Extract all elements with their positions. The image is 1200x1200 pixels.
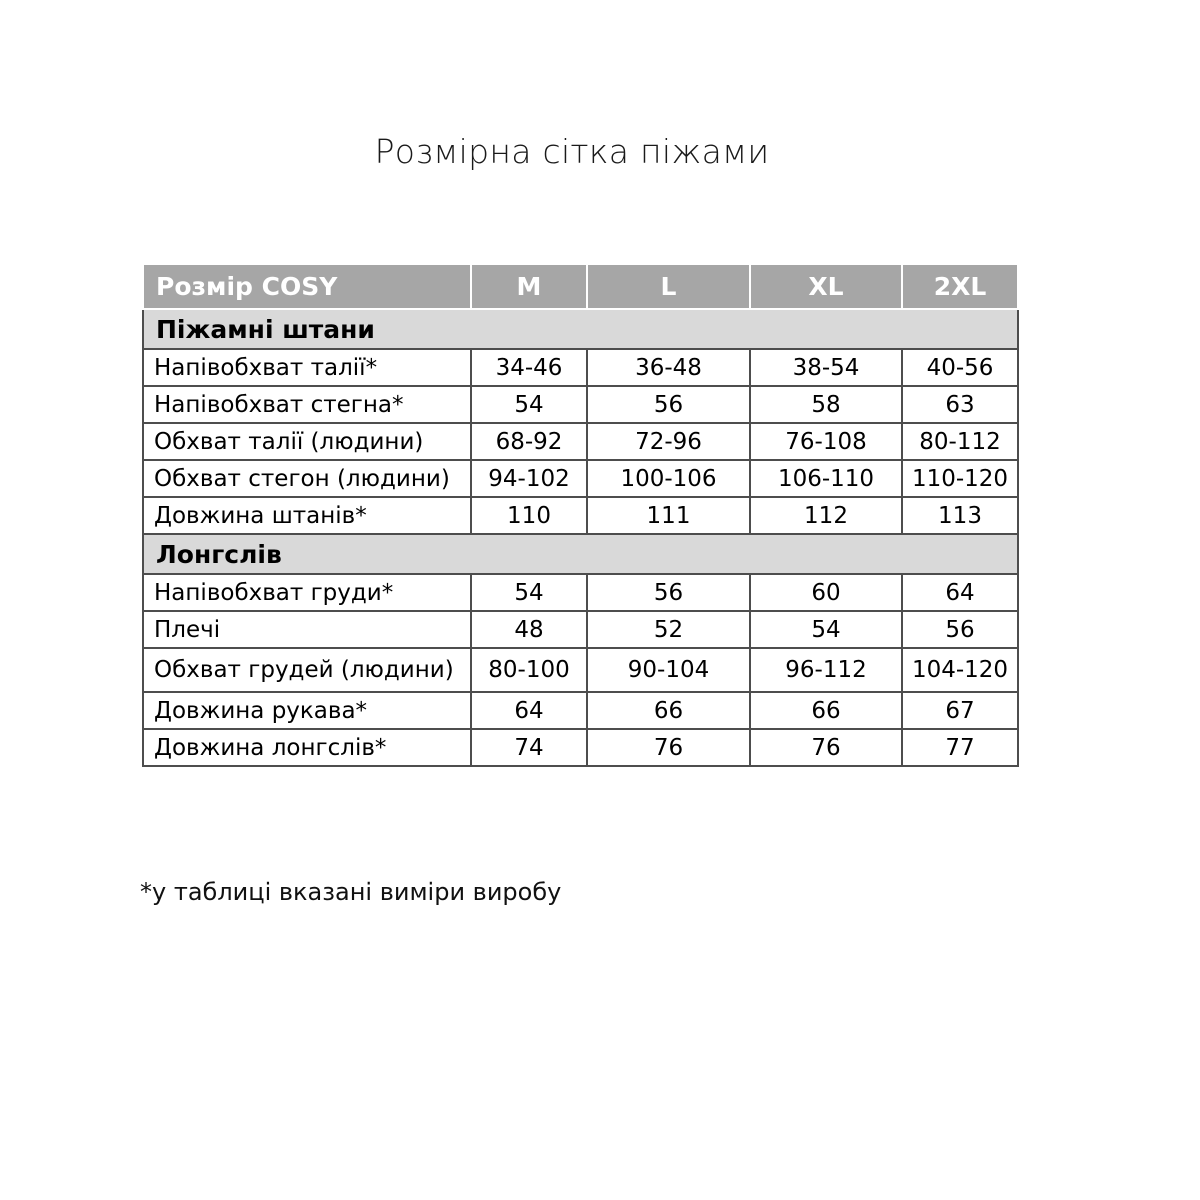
row-label: Обхват талії (людини) — [143, 423, 471, 460]
table-row — [143, 611, 1018, 648]
table-cell: 80-100 — [471, 648, 587, 692]
page-title: Розмірна сітка піжами — [374, 132, 770, 171]
table-row — [143, 692, 1018, 729]
table-cell: 64 — [471, 692, 587, 729]
row-label: Обхват стегон (людини) — [143, 460, 471, 497]
table-cell: 100-106 — [587, 460, 750, 497]
table-cell: 36-48 — [587, 349, 750, 386]
row-label: Напівобхват талії* — [143, 349, 471, 386]
table-row — [143, 460, 1018, 497]
table-cell: 54 — [471, 574, 587, 611]
header-cell-m: M — [471, 264, 587, 309]
table-row — [143, 729, 1018, 766]
table-cell: 96-112 — [750, 648, 902, 692]
header-cell-xl: XL — [750, 264, 902, 309]
table-cell: 74 — [471, 729, 587, 766]
table-cell: 94-102 — [471, 460, 587, 497]
row-label: Напівобхват стегна* — [143, 386, 471, 423]
table-cell: 77 — [902, 729, 1018, 766]
table-cell: 56 — [587, 574, 750, 611]
table-cell: 111 — [587, 497, 750, 534]
table-row — [143, 386, 1018, 423]
table-cell: 34-46 — [471, 349, 587, 386]
header-cell-size: Розмір COSY — [143, 264, 471, 309]
table-cell: 76-108 — [750, 423, 902, 460]
header-row — [143, 264, 1018, 309]
size-chart-table — [142, 263, 1019, 767]
table-row — [143, 349, 1018, 386]
table-cell: 64 — [902, 574, 1018, 611]
row-label: Обхват грудей (людини) — [143, 648, 471, 692]
row-label: Довжина рукава* — [143, 692, 471, 729]
row-label: Плечі — [143, 611, 471, 648]
table-row — [143, 648, 1018, 692]
section-row-longsleeve — [143, 534, 1018, 574]
section-title: Лонгслів — [143, 534, 1018, 574]
table-cell: 48 — [471, 611, 587, 648]
table-cell: 66 — [587, 692, 750, 729]
table-cell: 38-54 — [750, 349, 902, 386]
table-cell: 54 — [750, 611, 902, 648]
table-row — [143, 423, 1018, 460]
section-title: Піжамні штани — [143, 309, 1018, 349]
table-cell: 80-112 — [902, 423, 1018, 460]
table-cell: 76 — [587, 729, 750, 766]
section-row-pants — [143, 309, 1018, 349]
table-cell: 56 — [902, 611, 1018, 648]
table-cell: 110 — [471, 497, 587, 534]
header-cell-2xl: 2XL — [902, 264, 1018, 309]
table-cell: 40-56 — [902, 349, 1018, 386]
table-row — [143, 574, 1018, 611]
table-cell: 90-104 — [587, 648, 750, 692]
table-cell: 66 — [750, 692, 902, 729]
table-cell: 60 — [750, 574, 902, 611]
table-cell: 112 — [750, 497, 902, 534]
table-row — [143, 497, 1018, 534]
row-label: Довжина лонгслів* — [143, 729, 471, 766]
table-cell: 58 — [750, 386, 902, 423]
footnote: *у таблиці вказані виміри виробу — [140, 878, 562, 906]
table-cell: 52 — [587, 611, 750, 648]
table-cell: 68-92 — [471, 423, 587, 460]
table-cell: 76 — [750, 729, 902, 766]
header-cell-l: L — [587, 264, 750, 309]
row-label: Довжина штанів* — [143, 497, 471, 534]
table-cell: 104-120 — [902, 648, 1018, 692]
table-cell: 113 — [902, 497, 1018, 534]
table-cell: 54 — [471, 386, 587, 423]
table-cell: 110-120 — [902, 460, 1018, 497]
table-cell: 63 — [902, 386, 1018, 423]
table-cell: 72-96 — [587, 423, 750, 460]
table-cell: 67 — [902, 692, 1018, 729]
table-cell: 56 — [587, 386, 750, 423]
row-label: Напівобхват груди* — [143, 574, 471, 611]
table-cell: 106-110 — [750, 460, 902, 497]
